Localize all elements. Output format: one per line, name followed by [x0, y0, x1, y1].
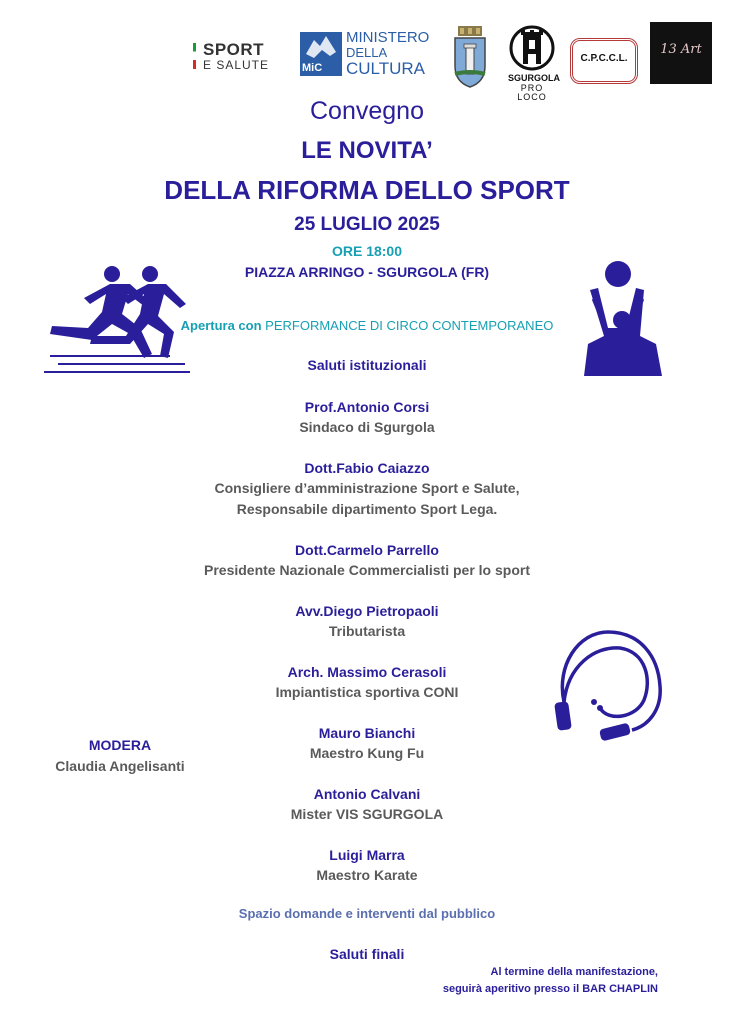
- speaker-name: Dott.Carmelo Parrello: [295, 542, 439, 558]
- moderator-block: [40, 737, 200, 774]
- art-logo-text: 13 Art: [660, 42, 702, 57]
- title-line1: LE NOVITA’: [301, 137, 433, 164]
- speaker-role: Consigliere d’amministrazione Sport e Salute,: [214, 480, 520, 496]
- speaker-role: Impiantistica sportiva CONI: [275, 684, 459, 700]
- speaker-name: Avv.Diego Pietropaoli: [295, 603, 439, 619]
- speaker-name: Antonio Calvani: [313, 786, 421, 802]
- moderator-label: MODERA: [88, 737, 152, 753]
- footer-line1: Al termine della manifestazione,: [490, 966, 658, 978]
- sgurgola-crest-logo: [452, 26, 488, 88]
- moderator-name: Claudia Angelisanti: [55, 758, 185, 774]
- mic-line2: DELLA: [346, 45, 388, 60]
- title-line2: DELLA RIFORMA DELLO SPORT: [164, 175, 570, 205]
- speaker-name: Prof.Antonio Corsi: [304, 399, 430, 415]
- jump-rope-illustration: [548, 626, 673, 751]
- cpccl-frame: [570, 38, 638, 84]
- speaker-name: Dott.Fabio Caiazzo: [304, 460, 430, 476]
- speaker-name: Arch. Massimo Cerasoli: [287, 664, 447, 680]
- event-date: 25 LUGLIO 2025: [294, 214, 440, 235]
- apertura-line: [0, 318, 734, 333]
- mic-line1: MINISTERO: [346, 29, 430, 46]
- mic-text: [346, 30, 429, 77]
- cpccl-logo: [570, 38, 636, 84]
- sport-logo-line1: SPORT: [203, 40, 265, 59]
- apertura-prefix: Apertura con: [180, 318, 262, 333]
- speaker-role: Sindaco di Sgurgola: [299, 419, 435, 435]
- event-place: PIAZZA ARRINGO - SGURGOLA (FR): [244, 264, 490, 280]
- proloco-logo: [508, 24, 561, 102]
- mic-badge-text: MiC: [302, 62, 323, 74]
- speaker-role: Maestro Karate: [316, 867, 418, 883]
- ministero-cultura-logo: [300, 30, 440, 78]
- speaker-role-line2: Responsabile dipartimento Sport Lega.: [236, 501, 498, 517]
- speaker-name: Luigi Marra: [329, 847, 405, 863]
- apertura-performance: PERFORMANCE DI CIRCO CONTEMPORANEO: [265, 318, 554, 333]
- speaker-name: Mauro Bianchi: [318, 725, 416, 741]
- jump-rope-icon: [548, 626, 673, 746]
- cpccl-text: C.P.C.C.L.: [580, 53, 628, 64]
- spazio-domande: Spazio domande e interventi dal pubblico: [238, 906, 496, 921]
- speaker-role: Mister VIS SGURGOLA: [290, 806, 444, 822]
- mic-badge: [300, 32, 342, 76]
- footer-note: [443, 964, 658, 998]
- proloco-line2: PRO LOCO: [517, 83, 547, 102]
- footer-line2: seguirà aperitivo presso il BAR CHAPLIN: [442, 983, 658, 995]
- proloco-line1: SGURGOLA: [508, 73, 561, 83]
- speaker-role: Maestro Kung Fu: [309, 745, 425, 761]
- speaker-role: Presidente Nazionale Commercialisti per lo sport: [204, 562, 530, 578]
- convegno-label: Convegno: [310, 97, 424, 125]
- event-time: ORE 18:00: [331, 243, 403, 259]
- tower-icon: [508, 24, 556, 72]
- saluti-finali: Saluti finali: [329, 946, 405, 962]
- mic-line3: CULTURA: [346, 59, 426, 78]
- crest-icon: [452, 26, 488, 88]
- art-logo: [650, 22, 712, 84]
- mic-emblem-icon: [300, 32, 342, 62]
- speaker-role: Tributarista: [328, 623, 406, 639]
- italian-flag-bar: [193, 43, 196, 69]
- saluti-istituzionali: Saluti istituzionali: [307, 357, 427, 373]
- sport-logo-line2: E SALUTE: [203, 58, 270, 72]
